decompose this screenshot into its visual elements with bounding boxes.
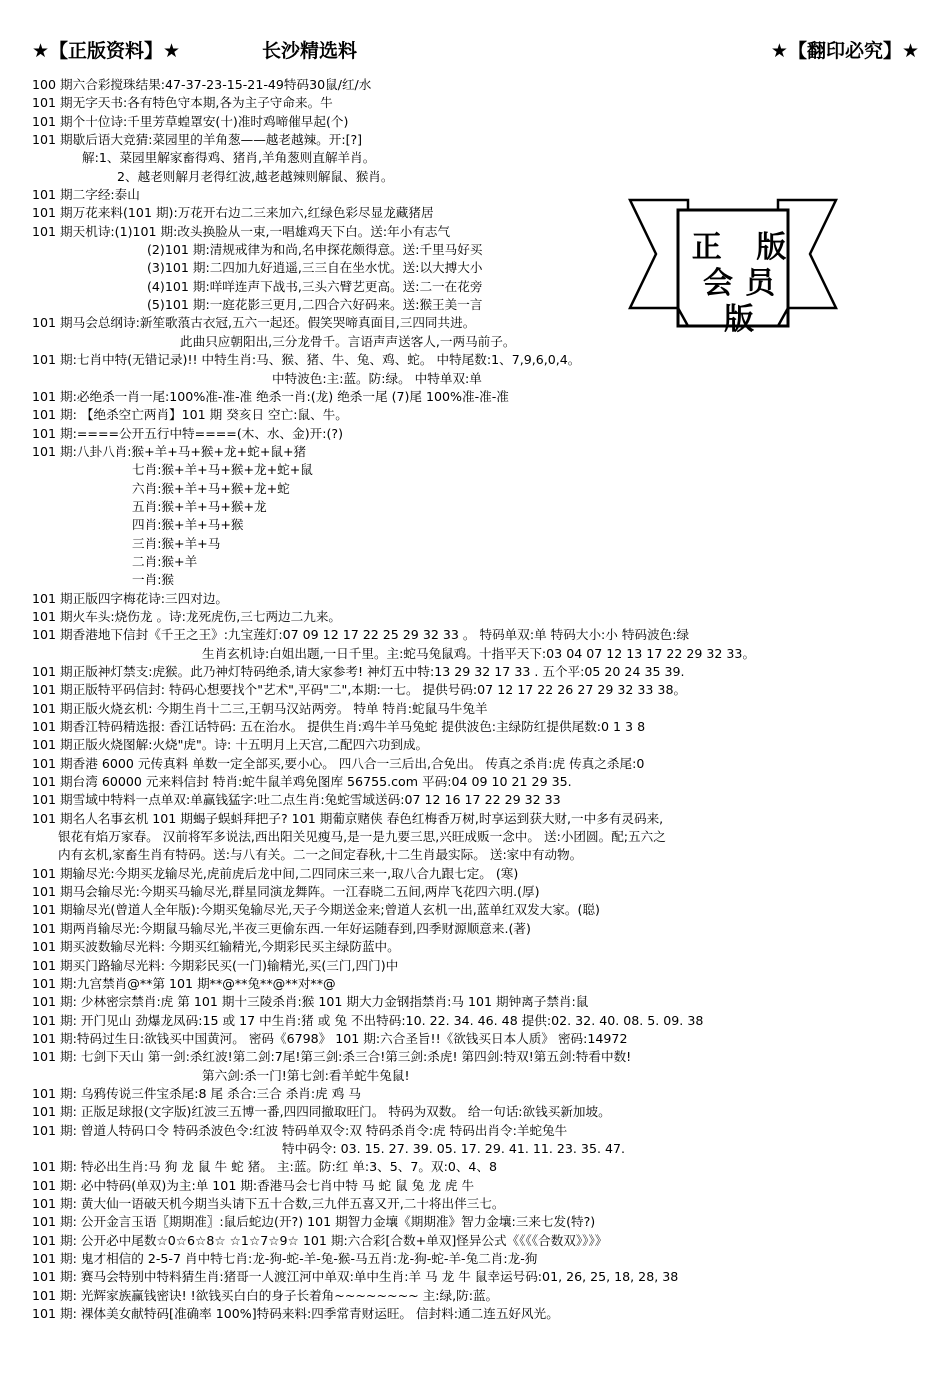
text-line: 101 期台湾 60000 元来料信封 特肖:蛇牛鼠羊鸡免图库 56755.com 平码:04 09 10 21 29 35. (32, 774, 572, 790)
text-line: 101 期: 【绝杀空亡两肖】101 期 癸亥日 空亡:鼠、牛。 (32, 407, 348, 423)
text-line: 101 期: 必中特码(单双)为主:单 101 期:香港马会七肖中特 马 蛇 鼠 兔 龙 虎 牛 (32, 1177, 475, 1193)
text-line: 101 期二字经:泰山 (32, 187, 140, 203)
text-line: (4)101 期:咩咩连声下战书,三头六臂艺更高。送:二一在花旁 (147, 278, 483, 294)
text-line: 银花有焰万家春。 汉前将军多说法,西出阳关见瘦马,是一是九要三思,兴旺成贩一念中。 送:小团圆。配;五六之 (58, 829, 666, 845)
text-line: 第六剑:杀一门!第七剑:看羊蛇牛兔鼠! (202, 1067, 410, 1083)
text-line: 100 期六合彩搅珠结果:47-37-23-15-21-49特码30鼠/红/水 (32, 77, 372, 92)
text-line: 二肖:猴+羊 (132, 553, 198, 569)
text-line: 101 期: 乌鸦传说三件宝杀尾:8 尾 杀合:三合 杀肖:虎 鸡 马 (32, 1085, 361, 1101)
text-line: (5)101 期:一庭花影三更月,二四合六好码来。送:猴王美一言 (147, 297, 483, 313)
text-line: 101 期输尽光(曾道人全年版):今期买兔输尽光,天子今期送金来;曾道人玄机一出,蓝单红双发大家。(聪) (32, 902, 600, 918)
text-line: 101 期个十位诗:千里芳草蝗罩安(十)准时鸡啼催早起(个) (32, 113, 349, 129)
text-line: 101 期: 少林密宗禁肖:虎 第 101 期十三陵杀肖:猴 101 期大力金钢指禁肖:马 101 期钟离子禁肖:鼠 (32, 994, 589, 1010)
text-line: 此曲只应朝阳出,三分龙骨千。言语声声送客人,一两马前子。 (180, 333, 516, 349)
text-line: 101 期:九宫禁肖@**第 101 期**@**兔**@**对**@ (32, 975, 336, 991)
text-line: 101 期正版特平码信封: 特码心想要找个"艺术",平码"二",本期:一七。 提供号码:07 12 17 22 26 27 29 32 33 38。 (32, 682, 687, 698)
text-line: 五肖:猴+羊+马+猴+龙 (132, 498, 267, 514)
header-right-tag: ★【翻印必究】★ (770, 40, 919, 62)
text-line: (2)101 期:清规戒律为和尚,名申探花颇得意。送:千里马好买 (147, 242, 483, 258)
page-title: 长沙精选料 (262, 40, 358, 62)
text-line: 一肖:猴 (132, 572, 175, 588)
text-line: 101 期: 鬼才相信的 2-5-7 肖中特七肖:龙-狗-蛇-羊-兔-猴-马五肖:龙-狗-蛇-羊-兔二肖:龙-狗 (32, 1251, 538, 1266)
text-line: 101 期歇后语大竞猜:菜园里的羊角葱——越老越辣。开:[?] (32, 132, 363, 148)
text-line: 101 期马会总纲诗:新笙歌蒗古衣冠,五六一起还。假笑哭啼真面目,三四同共进。 (32, 315, 476, 331)
text-line: 101 期火车头:烧伤龙 。诗:龙死虎伤,三七两边二九来。 (32, 608, 342, 624)
text-line: (3)101 期:二四加九好逍遥,三三自在坐水忧。送:以大搏大小 (147, 260, 483, 276)
text-line: 101 期买门路输尽光料: 今期彩民买(一门)输精光,买(三门,四门)中 (32, 957, 399, 973)
text-line: 101 期香江特码精选报: 香江话特码: 五在治水。 提供生肖:鸡牛羊马兔蛇 提供波色:主绿防红提供尾数:0 1 3 8 (32, 719, 646, 735)
text-line: 101 期输尽光:今期买龙输尽光,虎前虎后龙中间,二四同床三来一,取八合九跟七定。 (寒) (32, 865, 519, 881)
text-line: 101 期: 黄大仙一语破天机今期当头请下五十合数,三九伴五喜又开,二十将出伴三七。 (32, 1195, 505, 1211)
text-line: 101 期:七肖中特(无错记录)!! 中特生肖:马、猴、猪、牛、兔、鸡、蛇。 中特尾数:1、7,9,6,0,4。 (32, 352, 581, 368)
text-line: 三肖:猴+羊+马 (132, 535, 221, 551)
text-line: 101 期无字天书:各有特色守本期,各为主子守命来。牛 (32, 95, 333, 111)
text-line: 101 期正版四字梅花诗:三四对边。 (32, 590, 229, 606)
header-left-tag: ★【正版资料】★ (32, 40, 181, 62)
text-line: 内有玄机,家畜生肖有特码。送:与八有关。二一之间定春秋,十二生肖最实际。 送:家中有动物。 (58, 847, 583, 863)
text-line: 生肖玄机诗:白姐出题,一日千里。主:蛇马兔鼠鸡。十指平天下:03 04 07 12 13 17 22 29 32 33。 (202, 645, 756, 661)
text-line: 101 期香港 6000 元传真料 单数一定全部买,要小心。 四八合一三后出,合免出。 传真之杀肖:虎 传真之杀尾:0 (32, 755, 645, 771)
text-line: 101 期买波数输尽光料: 今期买红输精光,今期彩民买主绿防蓝中。 (32, 939, 400, 955)
text-line: 101 期: 赛马会特别中特料猜生肖:猪哥一人渡江河中单双:单中生肖:羊 马 龙 牛 鼠幸运号码:01, 26, 25, 18, 28, 38 (32, 1269, 679, 1285)
text-line: 特中码令: 03. 15. 27. 39. 05. 17. 29. 41. 11. 23. 35. 47. (282, 1140, 625, 1156)
text-line: 101 期: 七剑下天山 第一剑:杀红波!第二剑:7尾!第三剑:杀三合!第三剑:杀虎! 第四剑:特双!第五剑:特看中数! (32, 1049, 632, 1065)
text-line: 四肖:猴+羊+马+猴 (132, 517, 244, 533)
text-line: 101 期名人名事玄机 101 期蝎子蜈蚪拜把子? 101 期葡京赌侠 春色红梅香万树,时享运到获大财,一中多有灵码来, (32, 810, 664, 826)
text-line: 101 期:必绝杀一肖一尾:100%准-准-准 绝杀一肖:(龙) 绝杀一尾 (7)尾 100%准-准-准 (32, 388, 509, 404)
text-line: 101 期正版神灯禁支:虎猴。此乃神灯特码绝杀,请大家参考! 神灯五中特:13 29 32 17 33 . 五个平:05 20 24 35 39. (32, 664, 685, 679)
text-line: 中特波色:主:蓝。防:绿。 中特单双:单 (272, 370, 482, 386)
text-line: 101 期: 曾道人特码口令 特码杀波色令:红波 特码单双令:双 特码杀肖令:虎 特码出肖令:羊蛇兔牛 (32, 1122, 568, 1138)
text-line: 101 期: 开门见山 劲爆龙凤码:15 或 17 中生肖:猪 或 兔 不出特码:10. 22. 34. 46. 48 提供:02. 32. 40. 08. 5. 09. 38 (32, 1012, 704, 1028)
text-line: 101 期:八卦八肖:猴+羊+马+猴+龙+蛇+鼠+猪 (32, 443, 307, 459)
text-line: 101 期: 公开金言玉语〖期期准〗:鼠后蛇边(开?) 101 期智力金壤《期期准》智力金壤:三来七发(特?) (32, 1214, 596, 1230)
text-line: 101 期两肖输尽光:今期鼠马输尽光,半夜三更偷东西.一年好运随春到,四季财源顺意来.(著) (32, 920, 531, 936)
text-line: 101 期香港地下信封《千王之王》:九宝莲灯:07 09 12 17 22 25 29 32 33 。 特码单双:单 特码大小:小 特码波色:绿 (32, 627, 690, 643)
seal-line-1: 正 版 (691, 230, 799, 265)
text-line: 101 期:特码过生日:欲钱买中国黄河。 密码《6798》 101 期:六合圣旨!!《欲钱买日本人质》 密码:14972 (32, 1030, 628, 1046)
text-line: 101 期马会输尽光:今期买马输尽光,群星同演龙舞阵。一江春晓二五间,两岸飞花四六明.(厚) (32, 884, 540, 900)
text-line: 101 期: 正版足球报(文字版)红波三五博一番,四四同撤取旺门。 特码为双数。 给一句话:欲钱买新加坡。 (32, 1104, 611, 1120)
text-line: 101 期: 光辉家族赢钱密诀! !欲钱买白白的身子长着角~~~~~~~~ 主:绿,防:蓝。 (32, 1287, 499, 1303)
text-line: 101 期: 公开必中尾数☆0☆6☆8☆ ☆1☆7☆9☆ 101 期:六合彩[合数+单双]怪异公式《《《《合数双》》》》 (32, 1232, 608, 1248)
text-line: 101 期: 裸体美女献特码[准确率 100%]特码来料:四季常青财运旺。 信封料:通二连五好风光。 (32, 1306, 559, 1322)
text-line: 101 期正版火烧玄机: 今期生肖十二三,王朝马汉站两旁。 特单 特肖:蛇鼠马牛兔羊 (32, 700, 488, 716)
text-line: 101 期万花来料(101 期):万花开右边二三来加六,红绿色彩尽显龙藏猪居 (32, 205, 434, 221)
text-line: 101 期:====公开五行中特====(木、水、金)开:(?) (32, 425, 344, 441)
text-line: 101 期雪域中特料一点单双:单赢钱猛字:吐二点生肖:兔蛇雪域送码:07 12 16 17 22 29 32 33 (32, 792, 561, 808)
text-line: 101 期正版火烧图解:火烧"虎"。诗: 十五明月上天宫,二配四六功到成。 (32, 737, 429, 753)
text-line: 2、越老则解月老得红波,越老越辣则解鼠、猴肖。 (117, 168, 394, 184)
text-line: 六肖:猴+羊+马+猴+龙+蛇 (132, 480, 290, 496)
text-line: 101 期天机诗:(1)101 期:改头换脸从一束,一唱雄鸡天下白。送:年小有志气 (32, 223, 451, 239)
text-line: 七肖:猴+羊+马+猴+龙+蛇+鼠 (132, 462, 313, 478)
seal-line-2: 会员版 (703, 266, 787, 337)
content-body (32, 76, 937, 1323)
text-line: 101 期: 特必出生肖:马 狗 龙 鼠 牛 蛇 猪。 主:蓝。防:红 单:3、5、7。双:0、4、8 (32, 1159, 498, 1175)
text-line: 解:1、菜园里解家畜得鸡、猪肖,羊角葱则直解羊肖。 (82, 150, 376, 166)
